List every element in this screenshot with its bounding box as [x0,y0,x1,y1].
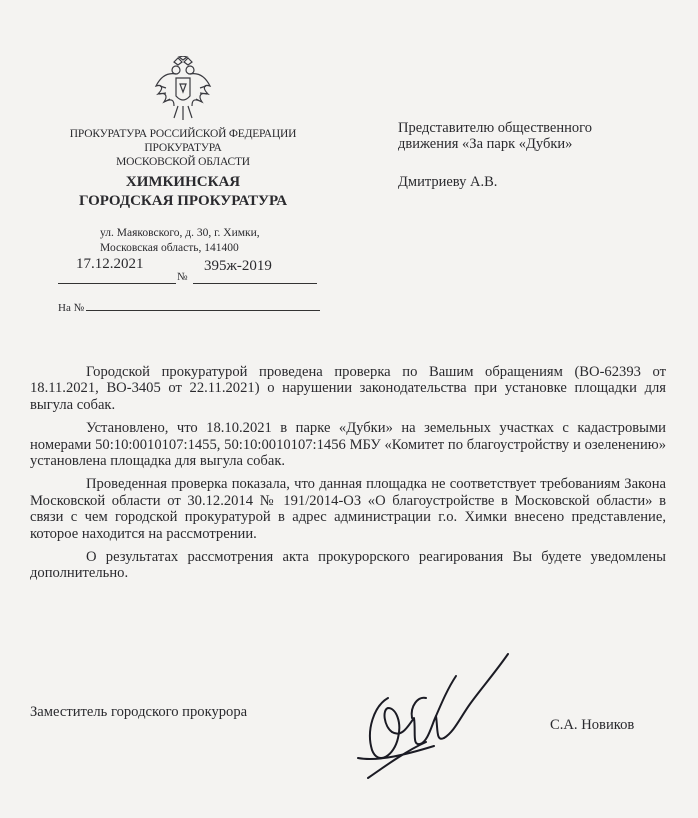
russian-coat-of-arms-icon [152,56,214,122]
number-sign: № [177,271,188,283]
date-underline [58,283,176,284]
recipient-line-1: Представителю общественного [398,120,592,136]
letter-date: 17.12.2021 [76,256,144,272]
org-line-2: ПРОКУРАТУРА [144,142,222,154]
reference-row [58,298,320,316]
org-bold-1: ХИМКИНСКАЯ [125,174,241,190]
reference-label: На № [58,302,85,314]
letter-number: 395ж-2019 [204,258,272,274]
recipient-block [398,120,592,190]
recipient-line-2: движения «За парк «Дубки» [398,136,573,152]
signer-title: Заместитель городского прокурора [30,704,248,720]
reference-underline [86,310,320,311]
org-line-3: МОСКОВСКОЙ ОБЛАСТИ [116,156,250,168]
number-underline [193,283,317,284]
address-line-1: ул. Маяковского, д. 30, г. Химки, [100,227,260,239]
address-line-2: Московская область, 141400 [100,242,239,254]
letter-body [30,364,666,589]
body-paragraph-2: Установлено, что 18.10.2021 в парке «Дубки» на земельных участках с кадастровыми номерами 50:10:0010107:1455, 50:10:0010107:1456 МБУ «Комитет по благоустройству и озеленению» установлена площадка для выгула собак. [30,420,666,470]
issuer-address [100,226,260,256]
date-number-row [58,256,320,290]
issuer-block [28,127,338,211]
org-bold-2: ГОРОДСКАЯ ПРОКУРАТУРА [78,193,288,209]
signer-name: С.А. Новиков [550,717,635,733]
org-line-1: ПРОКУРАТУРА РОССИЙСКОЙ ФЕДЕРАЦИИ [69,128,297,140]
body-paragraph-3: Проведенная проверка показала, что данная площадка не соответствует требованиям Закона Московской области от 30.12.2014 № 191/2014-ОЗ «О благоустройстве в Московской области» в связи с чем городской прокуратурой в адрес администрации г.о. Химки внесено представление, которое находится на рассмотрении. [30,476,666,542]
handwritten-signature [338,646,528,786]
body-paragraph-4: О результатах рассмотрения акта прокурорского реагирования Вы будете уведомлены дополнительно. [30,549,666,582]
body-paragraph-1: Городской прокуратурой проведена проверка по Вашим обращениям (ВО-62393 от 18.11.2021, ВО-3405 от 22.11.2021) о нарушении законодательства при установке площадки для выгула собак. [30,364,666,413]
recipient-name: Дмитриеву А.В. [398,174,498,190]
